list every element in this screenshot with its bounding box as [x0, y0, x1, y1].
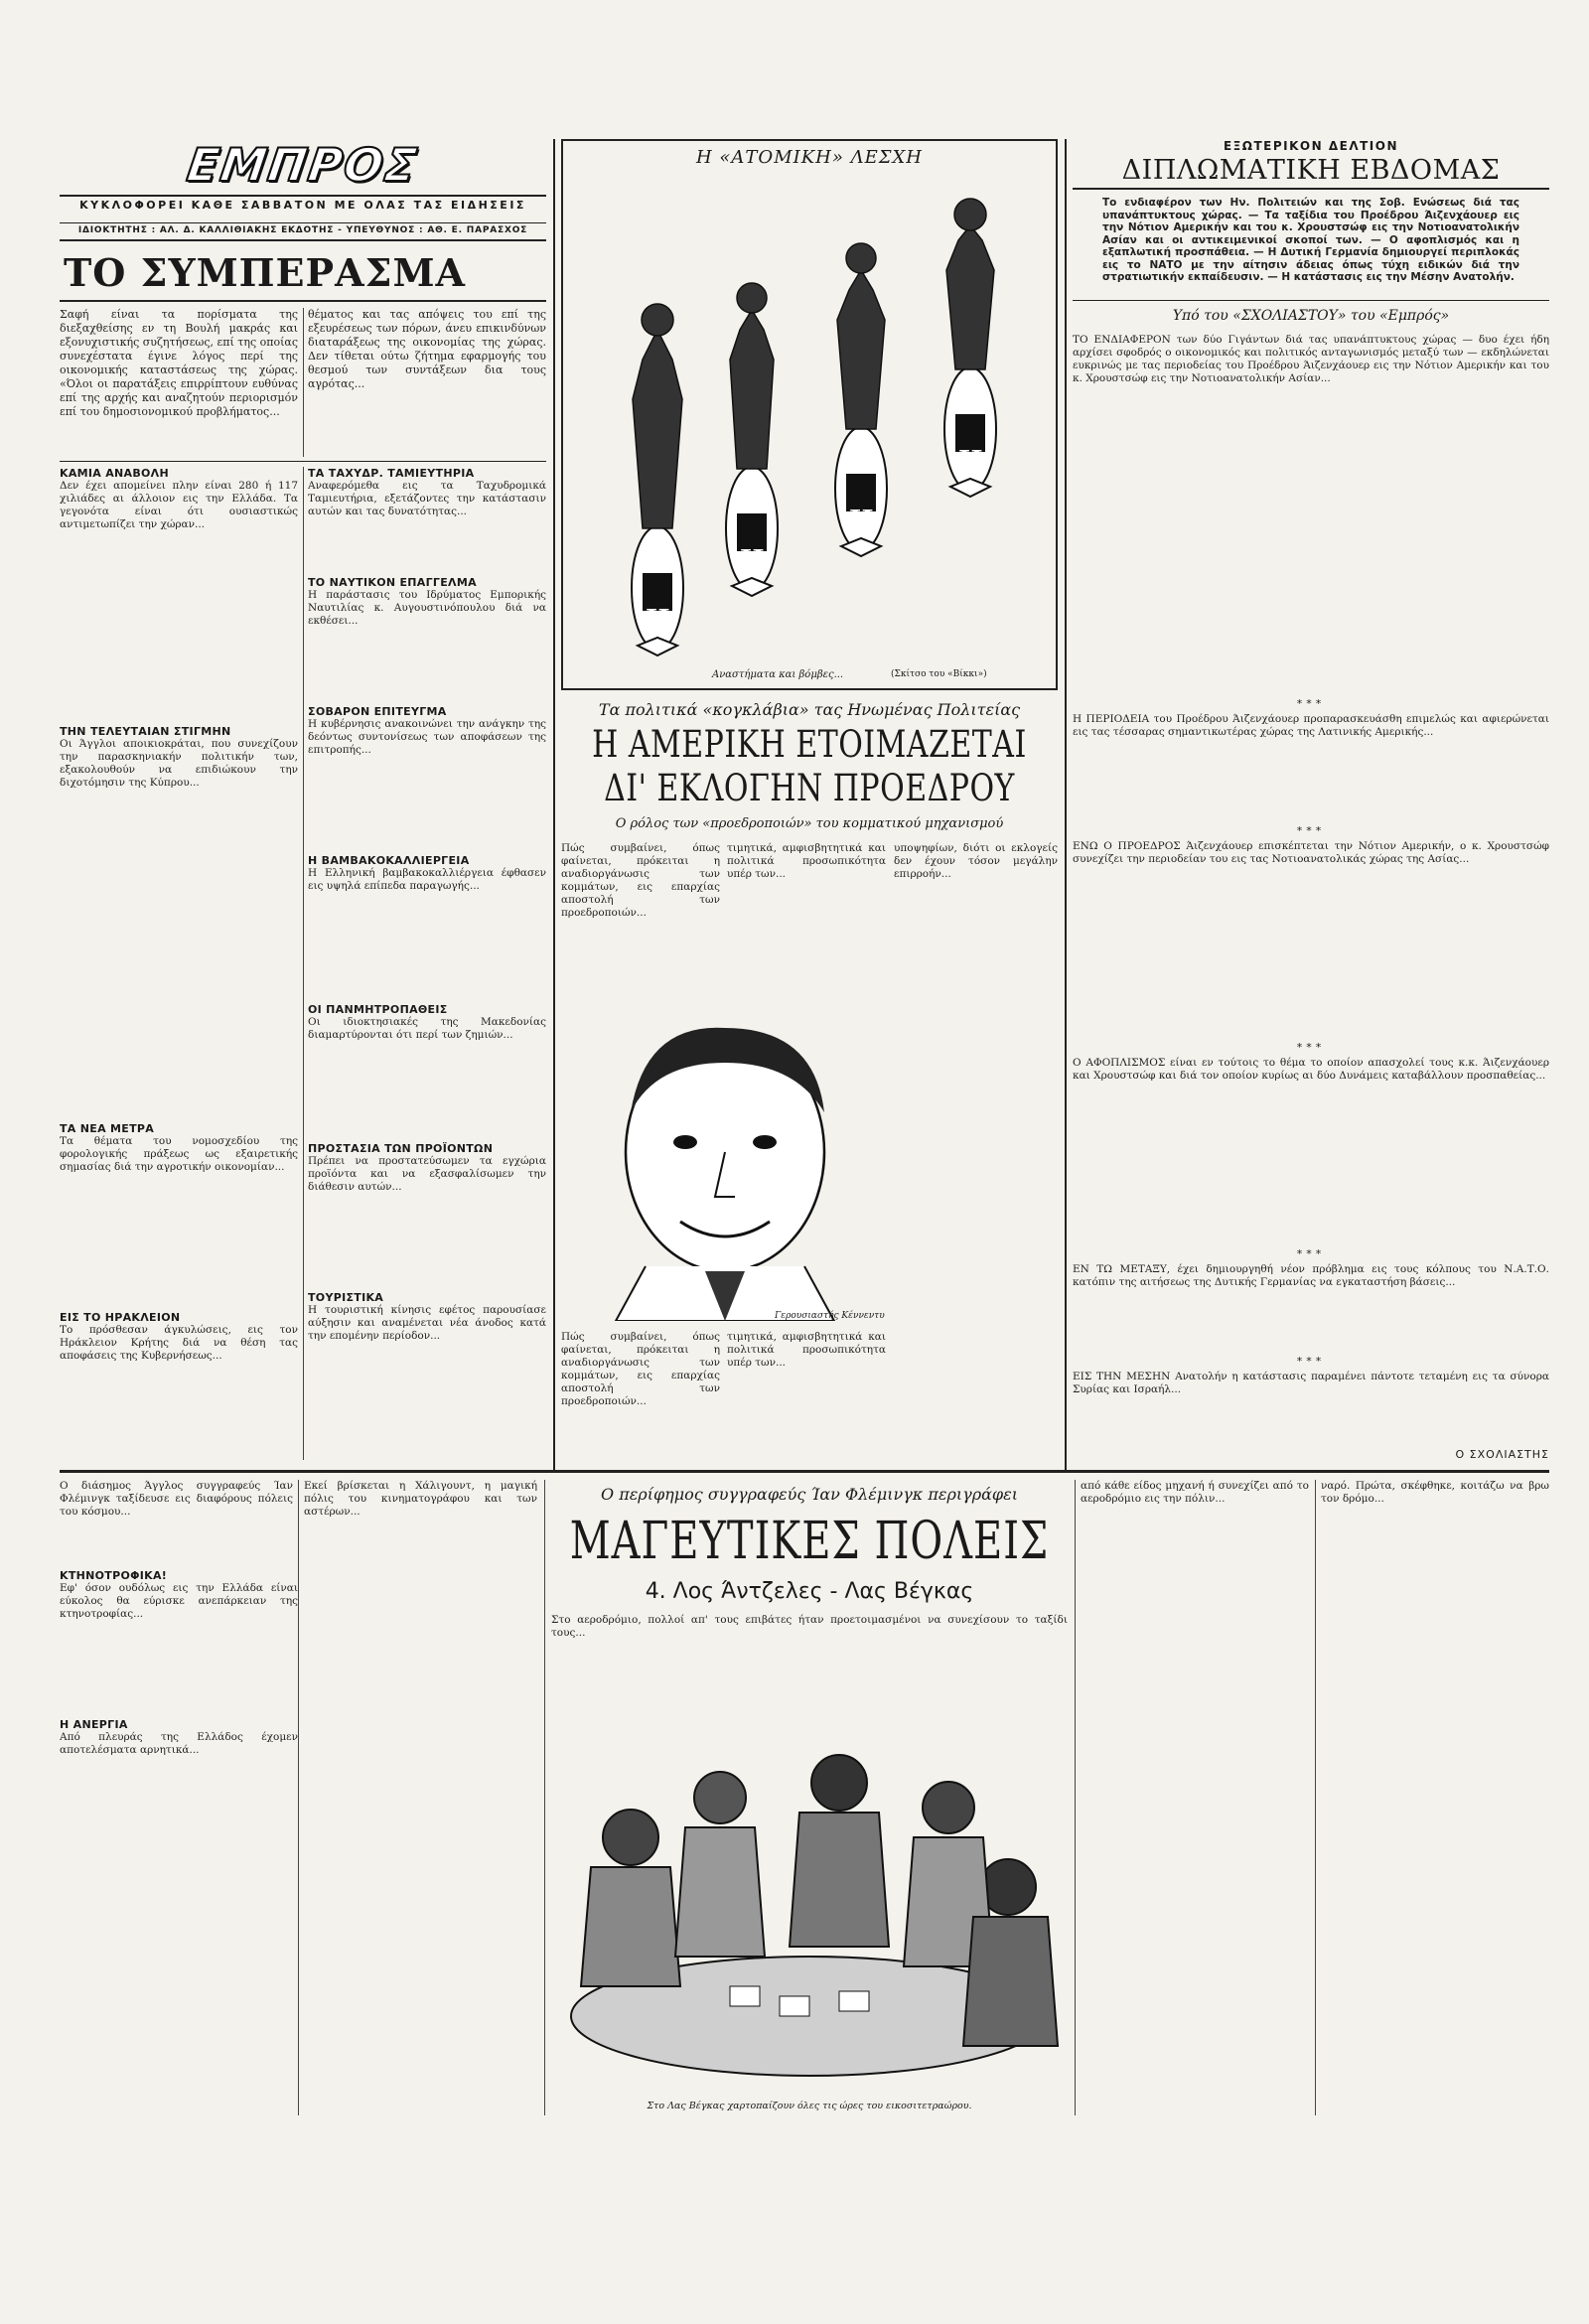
section-text: Αναφερόμεθα εις τα Ταχυδρομικά Ταμιευτήρια, εξετάζοντες την κατάστασιν αυτών και τας δυνατότητας...: [308, 480, 546, 517]
section-title: ΤΟ ΝΑΥΤΙΚΟΝ ΕΠΑΓΓΕΛΜΑ: [308, 576, 477, 589]
america-col-3: υποψηφίων, διότι οι εκλογείς δεν έχουν τόσον μεγάλην επιρροήν...: [894, 842, 1058, 880]
masthead-owner-line: ΙΔΙΟΚΤΗΤΗΣ : ΑΛ. Δ. ΚΑΛΛΙΘΙΑΚΗΣ ΕΚΔΟΤΗΣ - ΥΠΕΥΘΥΝΟΣ : ΑΘ. Ε. ΠΑΡΑΣΧΟΣ: [77, 225, 528, 235]
foreign-p2: Η ΠΕΡΙΟΔΕΙΑ του Προέδρου Άιζενχάουερ προπαρασκευάσθη επιμελώς και αφιερώνεται εις τας τέσσαρας σημαντικωτέρας χώρας της Λατινικής Αμερικής...: [1073, 713, 1549, 738]
section-text: Από πλευράς της Ελλάδος έχομεν αποτελέσματα αρνητικά...: [60, 1731, 298, 1756]
cartoon-illustration: [563, 171, 1056, 657]
foreign-overline: ΕΞΩΤΕΡΙΚΟΝ ΔΕΛΤΙΟΝ: [1223, 139, 1398, 153]
masthead-title: ΕΜΠΡΟΣ: [184, 138, 422, 192]
bomb-label: Η: [740, 545, 765, 575]
fleming-headline: ΜΑΓΕΥΤΙΚΕΣ ΠΟΛΕΙΣ: [569, 1512, 1050, 1571]
cartoon-caption: Αναστήματα και βόμβες...: [712, 669, 844, 680]
section-divider-stars: ***: [1296, 824, 1326, 837]
section-title: ΤΑ ΤΑΧΥΔΡ. ΤΑΜΙΕΥΤΗΡΙΑ: [308, 467, 475, 480]
section-text: Οι Άγγλοι αποικιοκράται, που συνεχίζουν την παρασκηνιακήν πολιτικήν των, εξακολουθούν να επιδιώκουν την διχοτόμησιν της Κύπρου...: [60, 738, 298, 789]
section-title: ΠΡΟΣΤΑΣΙΑ ΤΩΝ ΠΡΟΪΟΝΤΩΝ: [308, 1142, 494, 1155]
section-text: Πρέπει να προστατεύσωμεν τα εγχώρια προϊόντα και να εξασφαλίσωμεν την διάθεσιν αυτών...: [308, 1155, 546, 1193]
editorial-headline-box: [60, 248, 546, 302]
fleming-left-col-1: Ο διάσημος Άγγλος συγγραφεύς Ίαν Φλέμινγκ ταξίδευσε εις διαφόρους πόλεις του κόσμου...: [60, 1480, 293, 1518]
editorial-lead: Σαφή είναι τα πορίσματα της διεξαχθείσης εν τη Βουλή μακράς και εξονυχιστικής συζητήσεως, επί της οποίας συνεχέστατα έγινε λόγος περί της οικονομικής καταστάσεως της χώρας. «Όλοι οι παρατάξεις επιρρίπτουν ευθύνας επί της αρχής και αναζητούν περιορισμόν επί του δημοσιονομικού προβλήματος...: [60, 308, 298, 418]
cartoon-title: Η «ΑΤΟΜΙΚΗ» ΛΕΣΧΗ: [696, 147, 923, 168]
section-title: Η ΒΑΜΒΑΚΟΚΑΛΛΙΕΡΓΕΙΑ: [308, 854, 470, 867]
section-text: Οι ιδιοκτησιακές της Μακεδονίας διαμαρτύρονται ότι περί των ζημιών...: [308, 1016, 546, 1041]
section-block: [308, 1291, 546, 1450]
section-text: Το πρόσθεσαν άγκυλώσεις, εις τον Ηράκλειον Κρήτης διά να θέση τας αποφάσεις της Κυβερνήσεως...: [60, 1324, 298, 1362]
section-block: [308, 854, 546, 1003]
foreign-summary: Το ενδιαφέρον των Ην. Πολιτειών και της Σοβ. Ενώσεως διά τας υπανάπτυκτους χώρας. — Τα ταξίδια του Προέδρου Άιζενχάουερ εις την Νότιον Αμερικήν και του κ. Χρουστσώφ εις την Νοτιοανατολικήν Ασίαν και οι αντικειμενικοί σκοποί των. — Ο αφοπλισμός και η εξαπλωτική προσπάθεια. — Η Δυτική Γερμανία δημιουργεί περιπλοκάς εις το ΝΑΤΟ με την αίτησιν άδειας όπως τύχη ειδικών διά την στρατιωτικήν εκπαίδευσιν. — Η κατάστασις εις την Μέσην Ανατολήν.: [1102, 197, 1519, 283]
section-title: Η ΑΝΕΡΓΙΑ: [60, 1718, 128, 1731]
section-block: [60, 725, 298, 1122]
section-title: ΤΗΝ ΤΕΛΕΥΤΑΙΑΝ ΣΤΙΓΜΗΝ: [60, 725, 231, 738]
mid-sections-column: [308, 467, 546, 1460]
section-text: Εφ' όσον ουδόλως εις την Ελλάδα είναι εύκολος θα εύρισκε ανεπάρκειαν της κτηνοτροφίας...: [60, 1582, 298, 1620]
fleming-intro: Στο αεροδρόμιο, πολλοί απ' τους επιβάτες ήταν προετοιμασμένοι να συνεχίσουν το ταξίδι τους...: [551, 1614, 1068, 1639]
section-text: Η Ελληνική βαμβακοκαλλιέργεια έφθασεν εις υψηλά επίπεδα παραγωγής...: [308, 867, 546, 892]
section-block: [308, 467, 546, 576]
america-headline-2: ΔΙ' ΕΚΛΟΓΗΝ ΠΡΟΕΔΡΟΥ: [604, 767, 1015, 810]
section-divider-stars: ***: [1296, 1355, 1326, 1368]
section-divider-stars: ***: [1296, 697, 1326, 710]
section-text: Η παράστασις του Ιδρύματος Εμπορικής Ναυτιλίας κ. Αυγουστινόπουλου διά να εκθέσει...: [308, 589, 546, 627]
foreign-byline: Υπό του «ΣΧΟΛΙΑΣΤΟΥ» του «Εμπρός»: [1172, 308, 1450, 324]
america-kicker: Τα πολιτικά «κογκλάβια» τας Ηνωμένας Πολιτείας: [598, 700, 1021, 719]
cartoon-box: [561, 139, 1058, 690]
section-block: [60, 467, 298, 725]
kennedy-portrait: [586, 1003, 874, 1321]
bomb-label: Η: [958, 446, 983, 476]
america-col-1b: Πώς συμβαίνει, όπως φαίνεται, πρόκειται η αναδιοργάνωσις των κομμάτων, εις επαρχίας αποστολή των προεδροποιών...: [561, 1331, 720, 1407]
section-text: Η τουριστική κίνησις εφέτος παρουσίασε αύξησιν και αναμένεται νέα άνοδος κατά την επομένην περίοδον...: [308, 1304, 546, 1342]
america-subhead: Ο ρόλος των «προεδροποιών» του κομματικού μηχανισμού: [615, 816, 1004, 831]
section-block: [308, 705, 546, 854]
bomb-label: Η: [646, 605, 670, 635]
fleming-right-col-1: από κάθε είδος μηχανή ή συνεχίζει από το αεροδρόμιο εις την πόλιν...: [1081, 1480, 1309, 1505]
editorial-lead-2: θέματος και τας απόψεις του επί της εξευρέσεως των πόρων, άνευ επικινδύνων διαταράξεως της οικονομίας της χώρας. Δεν τίθεται ούτω ζήτημα εφαρμογής του θεσμού των συντάξεων δια τους αγρότας...: [308, 308, 546, 390]
section-text: Τα θέματα του νομοσχεδίου της φορολογικής πράξεως ως εξαιρετικής σημασίας διά την αγροτικήν οικονομίαν...: [60, 1135, 298, 1173]
fleming-right-col-2: ναρό. Πρώτα, σκέφθηκε, κοιτάζω να βρω τον δρόμο...: [1321, 1480, 1549, 1505]
foreign-p1: ΤΟ ΕΝΔΙΑΦΕΡΟΝ των δύο Γιγάντων διά τας υπανάπτυκτους χώρας — δυο έχει ήδη αρχίσει σφοδρός ο οικονομικός και πολιτικός ανταγωνισμός μεταξύ των — εκδηλώνεται ευκρινώς με τας περιοδείας του Προέδρου Άιζενχάουερ εις την Νότιον Αμερικήν και του κ. Χρουστσώφ εις την Νοτιοανατολικήν Ασίαν...: [1073, 334, 1549, 384]
masthead: [60, 139, 546, 218]
editorial-headline: ΤΟ ΣΥΜΠΕΡΑΣΜΑ: [64, 250, 466, 295]
section-title: ΟΙ ΠΑΝΜΗΤΡΟΠΑΘΕΙΣ: [308, 1003, 448, 1016]
foreign-p3: ΕΝΩ Ο ΠΡΟΕΔΡΟΣ Άιζενχάουερ επισκέπτεται την Νότιον Αμερικήν, ο κ. Χρουστσώφ συνεχίζει την περιοδείαν του εις τας Νοτιοανατολικάς χώρας της Ασίας...: [1073, 840, 1549, 865]
america-col-1: Πώς συμβαίνει, όπως φαίνεται, πρόκειται η αναδιοργάνωσις των κομμάτων, εις επαρχίας αποστολή των προεδροποιών...: [561, 842, 720, 919]
section-title: ΚΤΗΝΟΤΡΟΦΙΚΑ!: [60, 1569, 168, 1582]
section-title: ΤΟΥΡΙΣΤΙΚΑ: [308, 1291, 384, 1304]
america-col-2: τιμητικά, αμφισβητητικά και πολιτικά προσωπικότητα υπέρ των...: [727, 842, 886, 880]
america-col-2b: τιμητικά, αμφισβητητικά και πολιτικά προσωπικότητα υπέρ των...: [727, 1331, 886, 1369]
foreign-p5: ΕΝ ΤΩ ΜΕΤΑΞΥ, έχει δημιουργηθή νέον πρόβλημα εις τους κόλπους του Ν.Α.Τ.Ο. κατόπιν της αιτήσεως της Δυτικής Γερμανίας να εγκαταστήση βάσεις...: [1073, 1263, 1549, 1288]
section-title: ΚΑΜΙΑ ΑΝΑΒΟΛΗ: [60, 467, 170, 480]
section-title: ΣΟΒΑΡΟΝ ΕΠΙΤΕΥΓΜΑ: [308, 705, 447, 718]
section-divider-stars: ***: [1296, 1041, 1326, 1054]
masthead-tagline: ΚΥΚΛΟΦΟΡΕΙ ΚΑΘΕ ΣΑΒΒΑΤΟΝ ΜΕ ΟΛΑΣ ΤΑΣ ΕΙΔΗΣΕΙΣ: [79, 199, 526, 212]
foreign-headline: ΔΙΠΛΩΜΑΤΙΚΗ ΕΒΔΟΜΑΣ: [1073, 155, 1549, 190]
section-block: [308, 1003, 546, 1142]
section-title: ΤΑ ΝΕΑ ΜΕΤΡΑ: [60, 1122, 155, 1135]
section-text: Η κυβέρνησις ανακοινώνει την ανάγκην της δεόντως συντονίσεως των αποφάσεων της επιτροπής...: [308, 718, 546, 756]
fleming-overline: Ο περίφημος συγγραφεύς Ίαν Φλέμινγκ περιγράφει: [600, 1485, 1018, 1504]
fleming-left-col-2: Εκεί βρίσκεται η Χάλιγουντ, η μαγική πόλις του κινηματογράφου και των αστέρων...: [304, 1480, 537, 1518]
casino-illustration: [551, 1688, 1068, 2096]
foreign-p6: ΕΙΣ ΤΗΝ ΜΕΣΗΝ Ανατολήν η κατάστασις παραμένει πάντοτε τεταμένη εις τα σύνορα Συρίας και Ισραήλ...: [1073, 1371, 1549, 1395]
foreign-signature: Ο ΣΧΟΛΙΑΣΤΗΣ: [1455, 1448, 1549, 1461]
section-block: [308, 1142, 546, 1291]
section-divider-stars: ***: [1296, 1247, 1326, 1260]
foreign-p4: Ο ΑΦΟΠΛΙΣΜΟΣ είναι εν τούτοις το θέμα το οποίον απασχολεί τους κ.κ. Άιζενχάουερ και Χρουστσώφ και διά τον οποίον κυρίως αι δύο Δυνάμεις καταβάλλουν προσπαθείας...: [1073, 1057, 1549, 1082]
cartoon-credit: (Σκίτσο του «Βίκκι»): [891, 669, 987, 679]
section-block: [308, 576, 546, 705]
illustration-caption: Στο Λας Βέγκας χαρτοπαίζουν όλες τις ώρες του εικοσιτετραώρου.: [647, 2101, 972, 2111]
fleming-subhead: 4. Λος Άντζελες - Λας Βέγκας: [645, 1579, 974, 1604]
america-headline-1: Η ΑΜΕΡΙΚΗ ΕΤΟΙΜΑΖΕΤΑΙ: [592, 723, 1027, 767]
section-block: [60, 1122, 298, 1311]
portrait-caption: Γερουσιαστής Κέννεντυ: [775, 1311, 885, 1321]
section-text: Δεν έχει απομείνει πλην είναι 280 ή 117 χιλιάδες αι άλλοιον εις την Ελλάδα. Τα γεγονότα είναι ότι ουσιαστικώς αντιμετωπίζει την χώραν...: [60, 480, 298, 530]
section-title: ΕΙΣ ΤΟ ΗΡΑΚΛΕΙΟΝ: [60, 1311, 181, 1324]
bomb-label: Η: [849, 506, 874, 535]
